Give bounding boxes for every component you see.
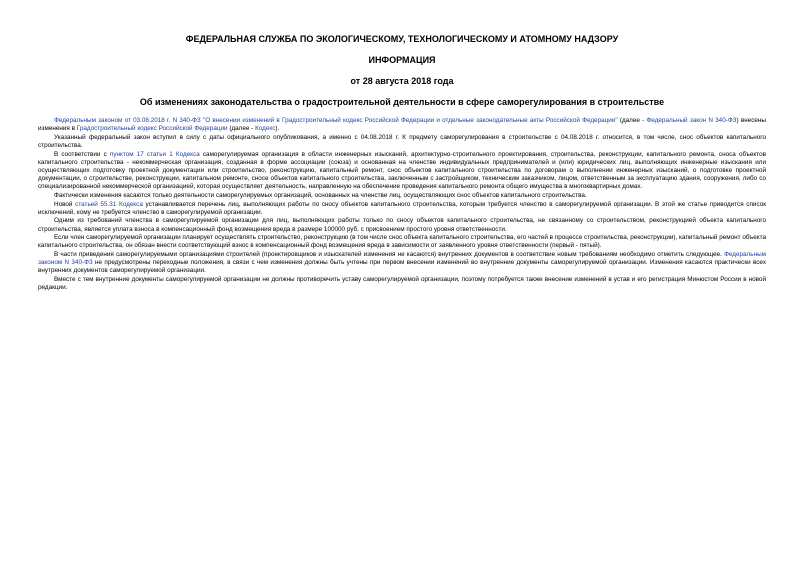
- body-text-run: В части приведения саморегулируемыми организациями строителей (проектировщиков и изыскателей изменения не касаются) внутренних документов в соответствие новым требованиям необходимо отметить следующее.: [54, 251, 725, 258]
- body-paragraph: [38, 151, 766, 192]
- body-text-run: устанавливается перечень лиц, выполняющих работы по сносу объектов капитального строительства, которым требуется членство в саморегулируемой организации. В этой же статье приводится список исключений, кому не требуется членство в саморегулируемой организации.: [38, 200, 767, 216]
- body-text-run: ).: [275, 125, 280, 133]
- body-text-run: Если член саморегулируемой организации планирует осуществлять строительство, реконструкцию (в том числе снос объекта капитального строительства, его частей в процессе строительства, реконструкции), капитальный ремонт объекта капитального строительства, он обязан внести соответствующий взнос в компенсационный фонд возмещения вреда в зависимости от заявленного уровня ответственности (первый - пятый).: [38, 234, 766, 250]
- body-text-run: ) внесены изменения в: [38, 117, 766, 133]
- body-text-run: Фактически изменения касаются только деятельности саморегулируемых организаций, основанных на членстве лиц, осуществляющих снос объектов капитального строительства.: [54, 191, 587, 199]
- body-text-run: (далее -: [227, 125, 256, 133]
- body-text-run: не предусмотрены переходные положения, в связи с чем изменения должны быть учтены при первом внесении изменений во внутренние документы саморегулируемой организации. Изменения касаются практически всех внутренних документов саморегулируемой организации.: [38, 259, 766, 275]
- document-link[interactable]: Федеральным законом N 340-ФЗ: [38, 251, 766, 267]
- body-text-run: В соответствии с: [54, 150, 110, 158]
- body-text-run: Вместе с тем внутренние документы саморегулируемой организации не должны противоречить уставу саморегулируемой организации, поэтому потребуется также внесение изменений в устав и его регистрация Минюстом России в новой редакции.: [38, 275, 766, 292]
- body-text-run: (далее -: [617, 117, 647, 124]
- body-text-run: Указанный федеральный закон вступил в силу с даты официального опубликования, а именно с 04.08.2018 г. К предмету саморегулирования в строительстве с 04.08.2018 г. относится, в том числе, снос объектов капитального строительства.: [38, 133, 766, 149]
- body-paragraph: [38, 117, 766, 133]
- body-paragraph: [38, 134, 766, 150]
- body-text-run: Новой: [54, 200, 76, 208]
- body-paragraph: [38, 217, 766, 233]
- body-paragraph: [38, 192, 766, 200]
- body-paragraph: [38, 251, 766, 275]
- document-link[interactable]: Градостроительный кодекс Российской Федерации: [76, 125, 228, 133]
- document-page: [38, 34, 766, 292]
- body-paragraph: [38, 276, 766, 292]
- body-paragraph: [38, 201, 766, 217]
- document-link[interactable]: Федеральный закон N 340-ФЗ: [646, 117, 737, 124]
- document-link[interactable]: Федеральным законом от 03.08.2018 г. N 340-ФЗ "О внесении изменений в Градостроительный кодекс Российской Федерации и отдельные законодательные акты Российской Федерации": [54, 117, 618, 124]
- document-body: [38, 117, 766, 292]
- body-paragraph: [38, 234, 766, 250]
- document-link[interactable]: статьей 55.31 Кодекса: [75, 200, 143, 208]
- document-link[interactable]: Кодекс: [255, 125, 276, 133]
- document-subject: Об изменениях законодательства о градостроительной деятельности в сфере саморегулирования в строительстве: [139, 97, 665, 107]
- body-text-run: Одним из требований членства в саморегулируемой организации для лиц, выполняющих работы только по сносу объектов капитального строительства, не связанному со строительством, реконструкцией объекта капитального строительства, является уплата взноса в компенсационный фонд возмещения вреда в размере 100000 руб. с присвоением простого уровня ответственности.: [38, 217, 766, 233]
- body-text-run: саморегулируемая организация в области инженерных изысканий, архитектурно-строительного проектирования, строительства, реконструкции, капитального ремонта, сноса объектов капитального строительства - некоммерческая организация, созданная в форме ассоциации (союза) и основанная на членстве индивидуальных предпринимателей и (или) юридических лиц, выполняющих инженерные изыскания или осуществляющих подготовку проектной документации или строительство, реконструкцию, капитальный ремонт, снос объектов капитального строительства по договорам о выполнении инженерных изысканий, о подготовке проектной документации, о строительстве, реконструкции, капитальном ремонте, сносе объектов капитального строительства, заключенным с застройщиком, техническим заказчиком, лицом, ответственным за эксплуатацию здания, сооружения, либо со специализированной некоммерческой организацией, которая осуществляет деятельность, направленную на обеспечение проведения капитального ремонта общего имущества в многоквартирных домах.: [38, 150, 766, 191]
- document-date: от 28 августа 2018 года: [350, 76, 454, 86]
- document-type: ИНФОРМАЦИЯ: [368, 55, 436, 65]
- document-link[interactable]: пунктом 17 статьи 1 Кодекса: [109, 150, 200, 158]
- agency-title: ФЕДЕРАЛЬНАЯ СЛУЖБА ПО ЭКОЛОГИЧЕСКОМУ, ТЕХНОЛОГИЧЕСКОМУ И АТОМНОМУ НАДЗОРУ: [185, 34, 619, 44]
